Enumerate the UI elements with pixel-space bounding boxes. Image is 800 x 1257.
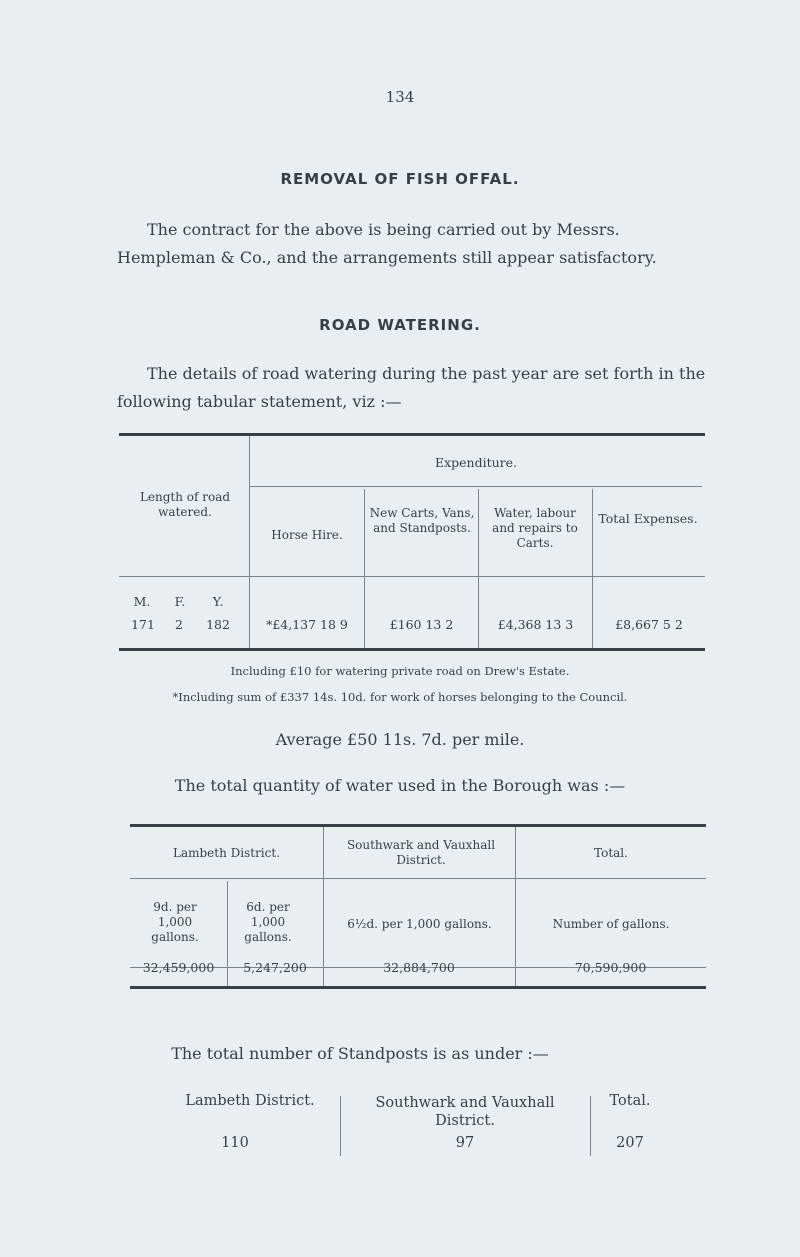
length-miles-value: 171 [131, 617, 155, 632]
value-water-labour: £4,368 13 3 [497, 617, 574, 632]
standposts-header-lambeth: Lambeth District. [185, 1093, 315, 1109]
average-per-mile: Average £50 11s. 7d. per mile. [275, 730, 525, 749]
standposts-value-lambeth: 110 [221, 1135, 249, 1151]
header-southwark-vauxhall: Southwark and Vauxhall District. [346, 838, 496, 867]
sub-number-of-gallons: Number of gallons. [552, 917, 670, 931]
sub-lambeth-6d: 6d. per 1,000 gallons. [244, 900, 292, 944]
road-watering-paragraph: The details of road watering during the past year are set forth in the following tabular statement, viz :— [117, 364, 706, 411]
water-quantity-intro: The total quantity of water used in the Borough was :— [174, 776, 626, 795]
unit-furlongs: F. [174, 594, 186, 609]
sub-southwark-rate: 6½d. per 1,000 gallons. [347, 917, 492, 931]
value-southwark: 32,884,700 [383, 960, 455, 975]
value-new-carts: £160 13 2 [389, 617, 454, 632]
page-number: 134 [385, 88, 415, 106]
value-total-gallons: 70,590,900 [574, 960, 647, 975]
unit-miles: M. [133, 594, 151, 609]
standposts-intro: The total number of Standposts is as under :— [171, 1044, 549, 1063]
header-total: Total. [594, 846, 628, 860]
standposts-header-southwark: Southwark and Vauxhall District. [375, 1095, 555, 1129]
value-total-expenses: £8,667 5 2 [615, 617, 683, 632]
value-lambeth-9d: 32,459,000 [142, 960, 215, 975]
value-lambeth-6d: 5,247,200 [243, 960, 307, 975]
section-heading-road-watering: ROAD WATERING. [319, 316, 481, 334]
header-water-labour: Water, labour and repairs to Carts. [492, 506, 578, 550]
sub-lambeth-9d: 9d. per 1,000 gallons. [151, 900, 199, 944]
note-drews-estate: Including £10 for watering private road on Drew's Estate. [230, 664, 570, 678]
header-expenditure: Expenditure. [434, 455, 518, 470]
header-length-watered: Length of road watered. [139, 490, 231, 519]
header-total-expenses: Total Expenses. [598, 511, 698, 526]
note-horses-council: *Including sum of £337 14s. 10d. for work of horses belonging to the Council. [172, 690, 628, 704]
header-new-carts: New Carts, Vans, and Standposts. [369, 506, 475, 535]
standposts-value-southwark: 97 [455, 1135, 475, 1151]
unit-yards: Y. [212, 594, 224, 609]
length-furlongs-value: 2 [175, 617, 183, 632]
value-horse-hire: *£4,137 18 9 [266, 617, 348, 632]
fish-offal-paragraph: The contract for the above is being carried out by Messrs. Hempleman & Co., and the arrangements still appear satisfactory. [117, 220, 657, 267]
header-lambeth-district: Lambeth District. [172, 846, 281, 860]
header-horse-hire: Horse Hire. [271, 528, 343, 542]
standposts-value-total: 207 [616, 1135, 644, 1151]
length-yards-value: 182 [206, 617, 230, 632]
standposts-header-total: Total. [609, 1093, 651, 1109]
section-heading-fish-offal: REMOVAL OF FISH OFFAL. [280, 170, 520, 188]
